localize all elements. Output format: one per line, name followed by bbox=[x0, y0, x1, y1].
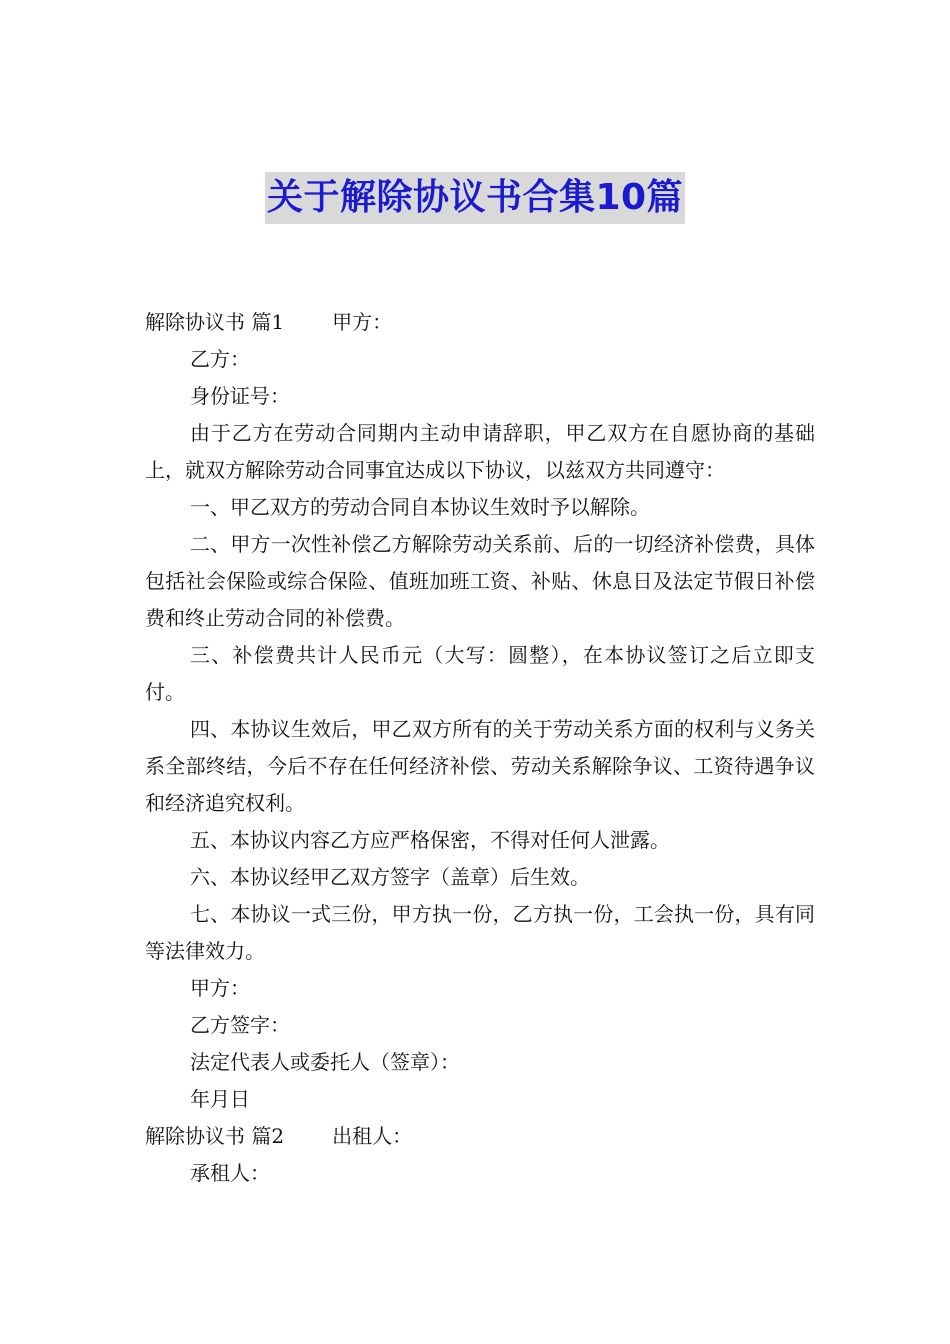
paragraph: 七、本协议一式三份，甲方执一份，乙方执一份，工会执一份，具有同等法律效力。 bbox=[145, 902, 815, 963]
signature-line: 甲方： bbox=[190, 976, 250, 1000]
paragraph: 乙方： bbox=[190, 347, 250, 371]
paragraph: 一、甲乙双方的劳动合同自本协议生效时予以解除。 bbox=[190, 495, 650, 519]
paragraph: 三、补偿费共计人民币元（大写：圆整），在本协议签订之后立即支付。 bbox=[145, 643, 815, 704]
paragraph: 五、本协议内容乙方应严格保密，不得对任何人泄露。 bbox=[190, 828, 670, 852]
paragraph: 二、甲方一次性补偿乙方解除劳动关系前、后的一切经济补偿费，具体包括社会保险或综合保险、值班加班工资、补贴、休息日及法定节假日补偿费和终止劳动合同的补偿费。 bbox=[145, 532, 815, 630]
section-heading-trailing: 甲方： bbox=[332, 310, 393, 334]
signature-line: 乙方签字： bbox=[190, 1013, 290, 1037]
section-heading-trailing: 出租人： bbox=[332, 1124, 413, 1148]
paragraph: 由于乙方在劳动合同期内主动申请辞职，甲乙双方在自愿协商的基础上，就双方解除劳动合同事宜达成以下协议，以兹双方共同遵守： bbox=[145, 421, 815, 482]
document-body bbox=[145, 304, 815, 1192]
paragraph: 六、本协议经甲乙双方签字（盖章）后生效。 bbox=[190, 865, 590, 889]
paragraph: 承租人： bbox=[190, 1161, 270, 1185]
paragraph: 四、本协议生效后，甲乙双方所有的关于劳动关系方面的权利与义务关系全部终结，今后不存在任何经济补偿、劳动关系解除争议、工资待遇争议和经济追究权利。 bbox=[145, 717, 815, 815]
section-heading-title: 解除协议书 篇2 bbox=[145, 1124, 285, 1148]
section-heading-2 bbox=[145, 1118, 815, 1155]
date-line: 年月日 bbox=[190, 1087, 250, 1111]
paragraph: 身份证号： bbox=[190, 384, 290, 408]
document-title: 关于解除协议书合集10篇 bbox=[265, 172, 685, 224]
title-wrapper bbox=[0, 172, 950, 224]
section-heading-title: 解除协议书 篇1 bbox=[145, 310, 285, 334]
section-heading-1 bbox=[145, 304, 815, 341]
signature-line: 法定代表人或委托人（签章）： bbox=[190, 1050, 460, 1074]
